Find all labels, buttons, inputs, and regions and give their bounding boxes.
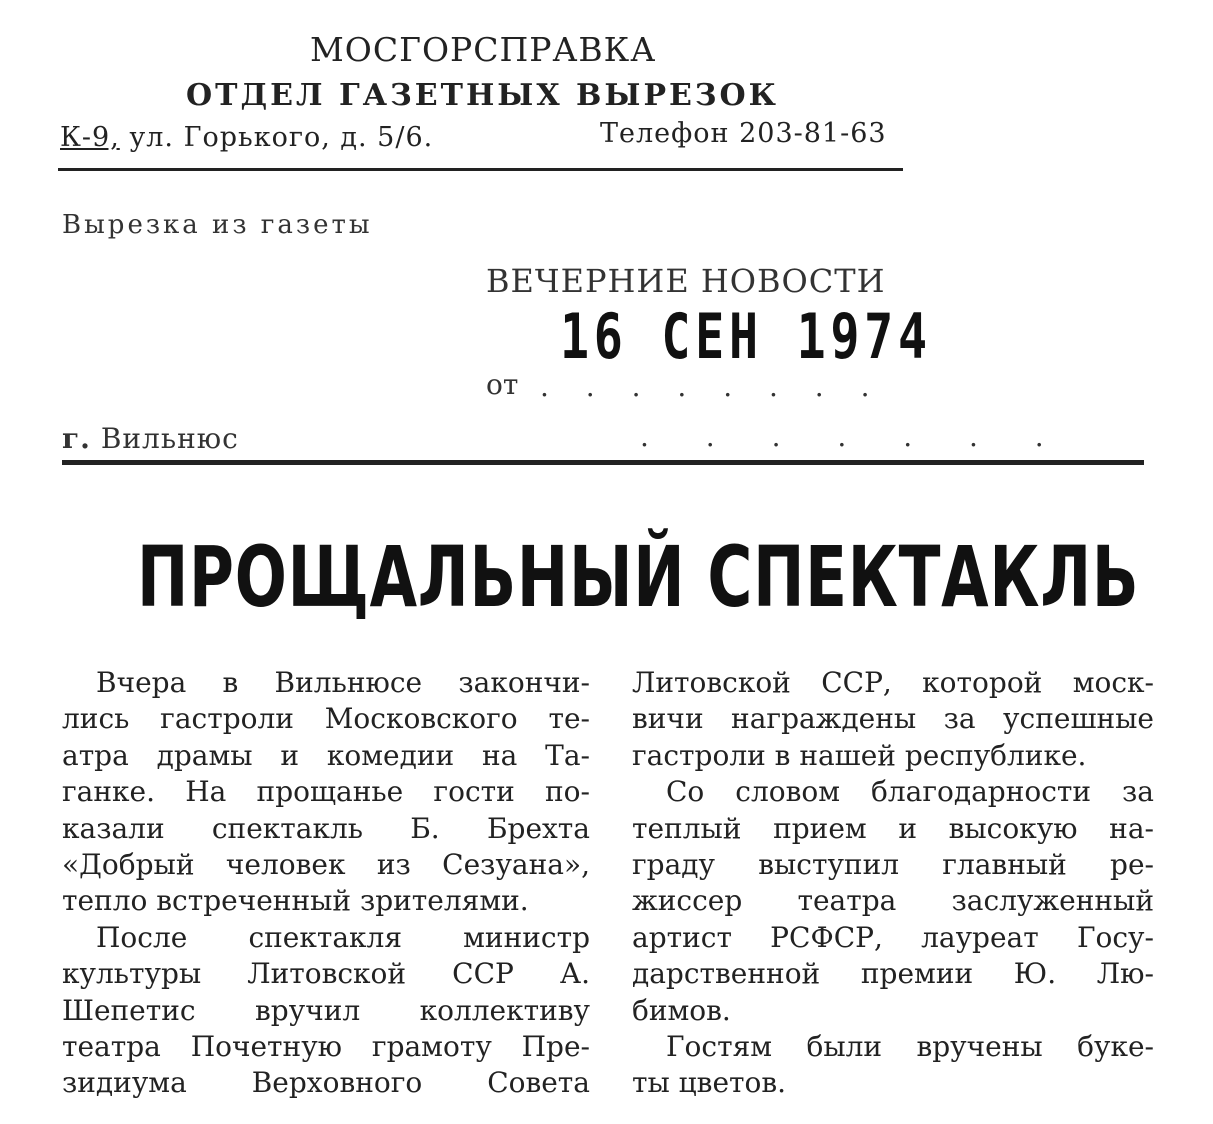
agency-name: МОСГОРСПРАВКА (310, 30, 657, 69)
column-2-line: бимов. (632, 993, 731, 1027)
address-index: К-9, (60, 122, 120, 153)
from-label: от (486, 368, 519, 401)
column-1-line: Вчера в Вильнюсе закончи- (96, 666, 590, 699)
column-2-line: ты цветов. (632, 1066, 787, 1100)
column-2-line: артист РСФСР, лауреат Госу- (632, 920, 1154, 954)
agency-phone: Телефон 203-81-63 (600, 118, 887, 149)
column-1-line: театра Почетную грамоту Пре- (62, 1030, 590, 1064)
column-2-line: теплый прием и высокую на- (632, 811, 1154, 845)
column-2-line: Гостям были вручены буке- (666, 1030, 1154, 1064)
column-2-line: дарственной премии Ю. Лю- (632, 957, 1154, 991)
newspaper-name: ВЕЧЕРНИЕ НОВОСТИ (486, 262, 886, 300)
column-2-line: Со словом благодарности за (666, 775, 1154, 809)
department-name: ОТДЕЛ ГАЗЕТНЫХ ВЫРЕЗОК (186, 78, 779, 113)
date-stamp: 16 СЕН 1974 (560, 300, 932, 373)
header-rule (58, 168, 903, 171)
clipping-rule (62, 460, 1144, 465)
column-1-line: атра драмы и комедии на Та- (62, 738, 590, 772)
column-1-line: Шепетис вручил коллективу (62, 993, 590, 1027)
city-line (62, 422, 239, 455)
article-column-2 (632, 665, 1154, 1102)
from-dots: . . . . . . . . (540, 370, 884, 403)
column-1-line: лись гастроли Московского те- (62, 702, 590, 736)
column-1-line: «Добрый человек из Сезуана», (62, 848, 590, 882)
column-1-line: тепло встреченный зрителями. (62, 884, 529, 918)
column-2-line: Литовской ССР, которой моск- (632, 666, 1154, 699)
column-2-line: гастроли в нашей республике. (632, 738, 1087, 772)
city-name: Вильнюс (100, 422, 239, 455)
agency-address (60, 122, 433, 153)
column-2-line: жиссер театра заслуженный (632, 884, 1154, 918)
column-2-line: вичи награждены за успешные (632, 702, 1154, 736)
city-dots: . . . . . . . (640, 420, 1068, 453)
column-1-line: казали спектакль Б. Брехта (62, 811, 590, 845)
clipping-label: Вырезка из газеты (62, 210, 373, 240)
address-street: ул. Горького, д. 5/6. (129, 122, 434, 153)
city-prefix: г. (62, 422, 91, 455)
column-1-line: После спектакля министр (96, 920, 590, 954)
article-headline: ПРОЩАЛЬНЫЙ СПЕКТАКЛЬ (137, 528, 1140, 626)
column-1-line: зидиума Верховного Совета (62, 1066, 590, 1100)
column-1-line: ганке. На прощанье гости по- (62, 775, 590, 809)
article-column-1 (62, 665, 590, 1102)
column-1-line: культуры Литовской ССР А. (62, 957, 590, 991)
column-2-line: граду выступил главный ре- (632, 848, 1154, 882)
